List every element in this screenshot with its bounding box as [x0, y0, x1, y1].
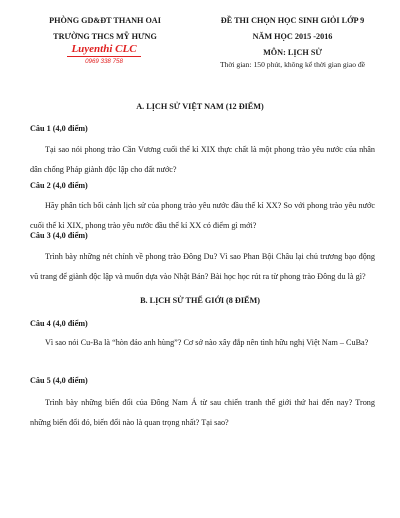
- section-heading: A. LỊCH SỬ VIỆT NAM (12 ĐIỂM): [136, 102, 264, 111]
- question-text: Vì sao nói Cu-Ba là “hòn đảo anh hùng”? Cơ sở nào xây đắp nên tình hữu nghị Việt Nam – CuBa?: [45, 338, 369, 347]
- question-label: Câu 1 (4,0 điểm): [30, 124, 88, 133]
- logo-phone: 0969 338 758: [85, 58, 123, 65]
- subject: MÔN: LỊCH SỬ: [263, 48, 322, 57]
- question-label: Câu 3 (4,0 điểm): [30, 231, 88, 240]
- school-name: TRƯỜNG THCS MỸ HƯNG: [53, 32, 157, 41]
- header-right-block: [205, 13, 380, 61]
- section-heading: B. LỊCH SỬ THẾ GIỚI (8 ĐIỂM): [140, 296, 260, 305]
- question-text: Tại sao nói phong trào Cần Vương cuối thế kỉ XIX thực chất là một phong trào yêu nước của nhân dân chống Pháp giành độc lập cho đất nước?: [30, 145, 375, 174]
- department-name: PHÒNG GD&ĐT THANH OAI: [49, 16, 161, 25]
- header-left-block: [30, 13, 180, 45]
- question-label: Câu 4 (4,0 điểm): [30, 319, 88, 328]
- exam-title: ĐỀ THI CHỌN HỌC SINH GIỎI LỚP 9: [220, 16, 365, 25]
- time-note: Thời gian: 150 phút, không kể thời gian giao đề: [219, 60, 366, 69]
- question-text: Trình bày những biến đổi của Đông Nam Á từ sau chiến tranh thế giới thứ hai đến nay? Trong những biến đổi đó, biến đổi nào là quan trọng nhất? Tại sao?: [30, 398, 375, 427]
- question-text: Hãy phân tích bối cảnh lịch sử của phong trào yêu nước đầu thế kỉ XX? So với phong trào yêu nước cuối thế kỉ XIX, phong trào yêu nước đầu thế kỉ XX có điểm gì mới?: [30, 201, 375, 230]
- watermark-logo: [61, 43, 147, 71]
- question-label: Câu 2 (4,0 điểm): [30, 181, 88, 190]
- school-year: NĂM HỌC 2015 -2016: [252, 32, 333, 41]
- question-text: Trình bày những nét chính về phong trào Đông Du? Vì sao Phan Bội Châu lại chủ trương bạo động vũ trang để giành độc lập và muốn dựa vào Nhật Bản? Bài học học rút ra từ phong trào Đông du là gì?: [30, 252, 375, 281]
- question-label: Câu 5 (4,0 điểm): [30, 376, 88, 385]
- logo-text: Luyenthi CLC: [67, 43, 141, 57]
